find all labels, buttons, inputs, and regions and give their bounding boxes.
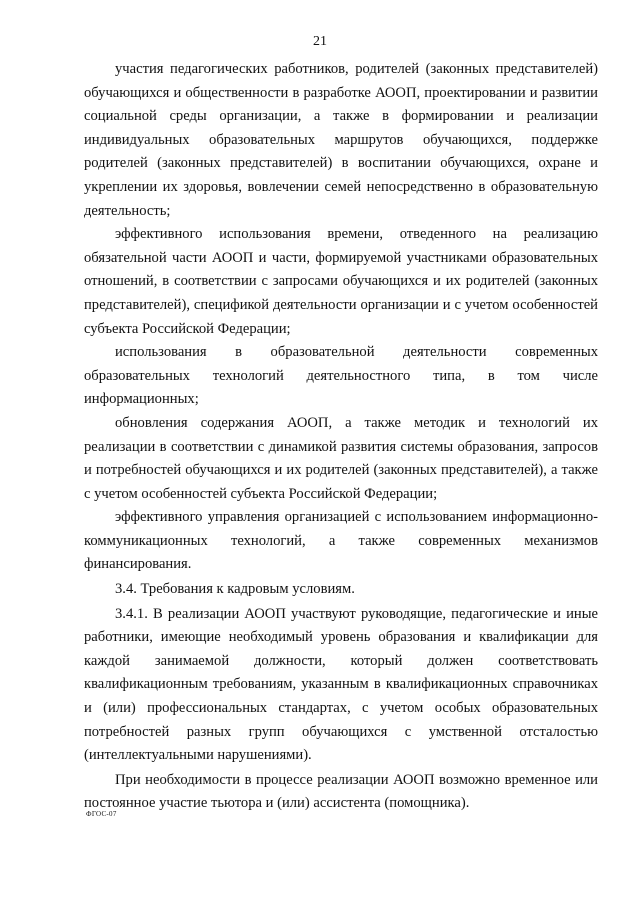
paragraph-time-usage: эффективного использования времени, отведенного на реализацию обязательной части АООП и части, формируемой участниками образовательных отношений, в соответствии с запросами обучающихся и их родителей (законных представителей), спецификой деятельности организации и с учетом особенностей субъекта Российской Федерации; xyxy=(84,226,598,337)
paragraph-management: эффективного управления организацией с использованием информационно-коммуникационных технологий, а также современных механизмов финансирования. xyxy=(84,509,598,573)
paragraph-participation: участия педагогических работников, родителей (законных представителей) обучающихся и общественности в разработке АООП, проектировании и развитии социальной среды организации, а также в формировании и реализации индивидуальных образовательных маршрутов обучающихся, поддержке родителей (законных представителей) в воспитании обучающихся, охране и укреплении их здоровья, вовлечении семей непосредственно в образовательную деятельность; xyxy=(84,61,598,219)
footer-code: ФГОС-07 xyxy=(86,810,117,818)
paragraph-tutor: При необходимости в процессе реализации АООП возможно временное или постоянное участие тьютора и (или) ассистента (помощника). xyxy=(84,771,598,812)
paragraph-staff-requirements: 3.4.1. В реализации АООП участвуют руководящие, педагогические и иные работники, имеющие необходимый уровень образования и квалификации для каждой занимаемой должности, который должен соответствовать квалификационным требованиям, указанным в квалификационных справочниках и (или) профессиональных стандартах, с учетом особых образовательных потребностей разных групп обучающихся с умственной отсталостью (интеллектуальными нарушениями). xyxy=(84,605,598,764)
paragraph-technologies: использования в образовательной деятельности современных образовательных технологий деятельностного типа, в том числе информационных; xyxy=(84,344,598,408)
paragraph-content-update: обновления содержания АООП, а также методик и технологий их реализации в соответствии с динамикой развития системы образования, запросов и потребностей обучающихся и их родителей (законных представителей), а также с учетом особенностей субъекта Российской Федерации; xyxy=(84,414,598,502)
page-number: 21 xyxy=(313,34,327,49)
section-heading-staffing: 3.4. Требования к кадровым условиям. xyxy=(115,581,355,598)
document-body xyxy=(84,58,598,816)
